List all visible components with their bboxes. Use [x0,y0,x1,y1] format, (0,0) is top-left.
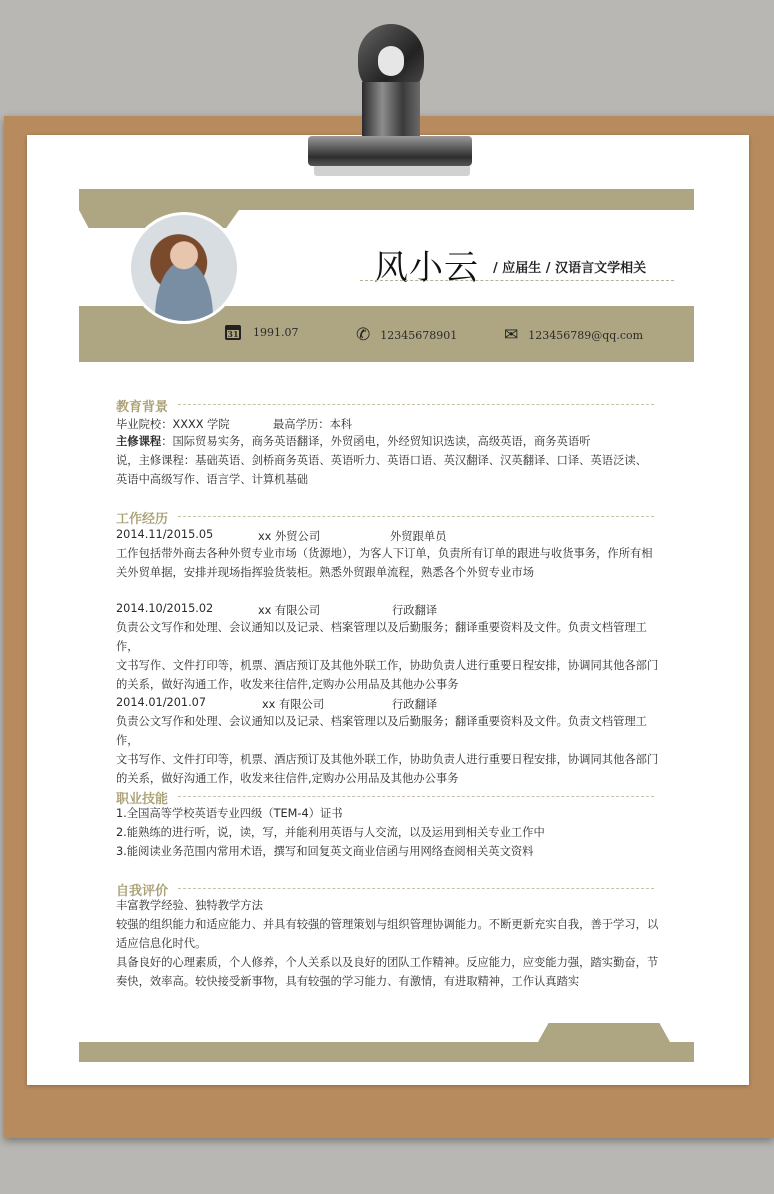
avatar [128,212,240,324]
name-divider [360,280,674,281]
degree: 最高学历：本科 [273,418,353,431]
phone-icon: ✆ [356,325,371,345]
email-contact [504,325,643,345]
footer-bar [79,1042,694,1062]
education-divider [178,404,654,405]
email-address: 123456789@qq.com [528,328,644,342]
binder-clip [300,24,480,180]
candidate-role: / 应届生 / 汉语言文学相关 [493,261,647,276]
job-description: 负责公文写作和处理、会议通知以及记录、档案管理以及后勤服务；翻译重要资料及文件。负责文档管理工作， 文书写作、文件打印等，机票、酒店预订及其他外联工作，协助负责人进行重要日程安排，协调同其他各部门 的关系，做好沟通工作，收发来往信件,定购办公用品及其他办公事务 [116,621,659,691]
self-evaluation-text: 丰富教学经验、独特教学方法 较强的组织能力和适应能力、并具有较强的管理策划与组织管理协调能力。不断更新充实自我，善于学习，以 适应信息化时代。 具备良好的心理素质，个人修养，个人关系以及良好的团队工作精神。反应能力，应变能力强，踏实勤奋，节 奏快，效率高。较快接受新事物，具有较强的学习能力、有激情，有进取精神，工作认真踏实 [116,899,659,988]
skills-list: 1.全国高等学校英语专业四级（TEM-4）证书 2.能熟练的进行听，说，读，写，并能利用英语与人交流，以及运用到相关专业工作中 3.能阅读业务范围内常用术语，撰写和回复英文商业信函与用网络查阅相关英文资料 [116,807,545,858]
footer-tab [538,1023,670,1042]
work-title: 工作经历 [116,512,169,527]
calendar-icon: 31 [225,325,241,340]
job-description: 工作包括带外商去各种外贸专业市场（货源地），为客人下订单，负责所有订单的跟进与收货事务，作所有相 关外贸单据，安排并现场指挥验货装柜。熟悉外贸跟单流程，熟悉各个外贸专业市场 [116,547,653,579]
school: 毕业院校：XXXX 学院 [116,418,230,431]
courses-text: 主修课程：国际贸易实务，商务英语翻译，外贸函电，外经贸知识选读，高级英语，商务英语听 说，主修课程：基础英语、剑桥商务英语、英语听力、英语口语、英汉翻译、汉英翻译、口译、英语泛读、 英语中高级写作、语言学、计算机基础 [116,435,647,486]
header-top-bar [79,189,694,210]
phone-number: 12345678901 [380,328,458,342]
skills-title: 职业技能 [116,792,169,807]
self-evaluation-title: 自我评价 [116,884,169,899]
self-evaluation-divider [178,888,654,889]
job-description: 负责公文写作和处理、会议通知以及记录、档案管理以及后勤服务；翻译重要资料及文件。负责文档管理工作， 文书写作、文件打印等，机票、酒店预订及其他外联工作，协助负责人进行重要日程安排，协调同其他各部门 的关系，做好沟通工作，收发来往信件,定购办公用品及其他办公事务 [116,715,659,785]
skills-divider [178,796,654,797]
candidate-name: 风小云 [374,248,479,288]
birth-contact [225,325,299,340]
birth-date: 1991.07 [253,326,299,339]
phone-contact [356,325,457,345]
education-title: 教育背景 [116,400,169,415]
mail-icon: ✉ [504,325,519,345]
courses-label: 主修课程 [116,435,162,448]
work-divider [178,516,654,517]
